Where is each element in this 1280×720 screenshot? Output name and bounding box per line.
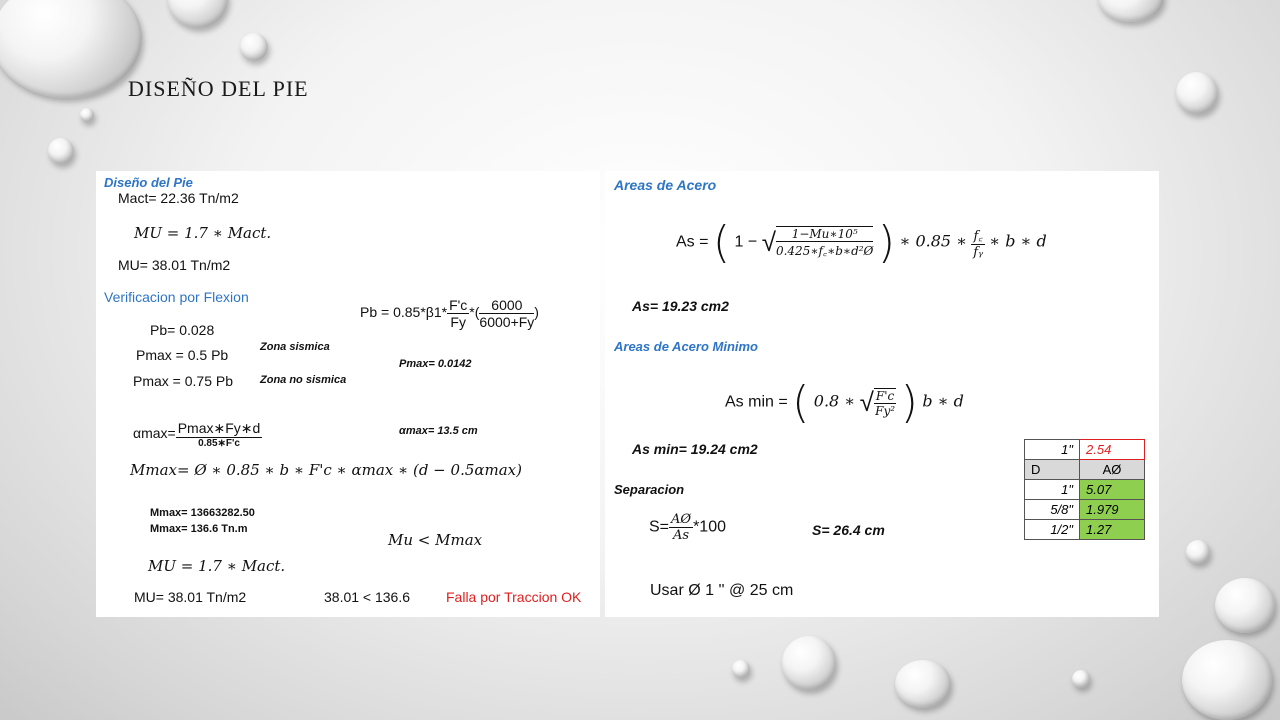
as-numerator: 1−Mu∗10⁵ [776, 227, 873, 242]
pb-6000: 6000 [479, 297, 534, 314]
table-cell: 1.27 [1080, 520, 1145, 540]
table-row [1025, 500, 1145, 520]
water-drop [1176, 72, 1218, 114]
section-areas-acero-minimo: Areas de Acero Minimo [614, 339, 759, 354]
s-prefix: S= [649, 518, 670, 536]
final-comparison: 38.01 < 136.6 [324, 589, 411, 605]
sqrt-sign: √ [761, 227, 776, 257]
paren-open: ( [712, 217, 731, 268]
s-formula [649, 512, 726, 543]
asmin-inner: 0.8 ∗ [813, 391, 856, 411]
water-drop [80, 108, 94, 122]
water-drop [168, 0, 228, 28]
paren-close: ) [877, 217, 896, 268]
pb-fraction-fc-fy [447, 297, 469, 330]
final-status: Falla por Traccion OK [446, 589, 582, 605]
final-mu-value: MU= 38.01 Tn/m2 [134, 589, 247, 605]
table-cell: 1/2" [1025, 520, 1080, 540]
as-prefix: As = [676, 233, 709, 251]
pb-fy: Fy [450, 314, 466, 330]
as-end: ∗ b ∗ d [989, 231, 1047, 251]
section-verificacion-flexion: Verificacion por Flexion [104, 289, 249, 305]
asmin-end: b ∗ d [922, 391, 964, 411]
asmin-denominator: Fy² [875, 403, 896, 418]
sqrt-sign-2: √ [859, 387, 874, 417]
left-panel [96, 171, 600, 617]
pb-prefix: Pb = 0.85*β1* [360, 304, 448, 321]
table-row [1025, 440, 1145, 460]
s-suffix: *100 [693, 518, 726, 536]
paren-close-2: ) [900, 377, 918, 428]
asmin-sqrt-fraction [874, 388, 896, 418]
asmin-prefix: As min = [725, 393, 788, 411]
mu-formula: MU = 1.7 ∗ Mact. [134, 224, 272, 242]
table-cell: 1" [1025, 440, 1080, 460]
as-one-minus: 1 − [734, 233, 758, 251]
pb-suffix: ) [534, 304, 539, 321]
as-fc-fy-fraction [971, 226, 984, 260]
table-cell: 5.07 [1080, 480, 1145, 500]
as-denominator: 0.425∗f꜀∗b∗d²Ø [775, 244, 874, 258]
bar-area-table [1024, 439, 1145, 540]
pb-formula [360, 297, 539, 330]
asmin-value: As min= 19.24 cm2 [632, 441, 758, 457]
asmin-numerator: F'c [875, 388, 895, 403]
pmax-three-quarters: Pmax = 0.75 Pb [133, 373, 234, 389]
amax-denominator: 0.85∗F'c [198, 438, 240, 449]
mact-value: Mact= 22.36 Tn/m2 [118, 190, 239, 206]
as-fy: fᵧ [973, 244, 983, 260]
mmax-value-tnm: Mmax= 136.6 Tn.m [150, 523, 248, 535]
s-fraction [669, 512, 693, 543]
water-drop [240, 33, 268, 61]
zona-no-sismica: Zona no sismica [260, 374, 347, 386]
pmax-value: Pmax= 0.0142 [399, 358, 472, 370]
right-panel [605, 171, 1159, 617]
table-header-cell: D [1025, 460, 1080, 480]
usar-line: Usar Ø 1 '' @ 25 cm [650, 582, 794, 599]
amax-formula [133, 420, 262, 449]
paren-open-2: ( [792, 377, 810, 428]
section-areas-de-acero: Areas de Acero [614, 177, 717, 193]
mu-formula-2: MU = 1.7 ∗ Mact. [148, 557, 286, 575]
table-cell: 1" [1025, 480, 1080, 500]
water-drop [732, 660, 750, 678]
mmax-formula: Mmax= Ø ∗ 0.85 ∗ b ∗ F'c ∗ αmax ∗ (d − 0.5αmax) [130, 461, 522, 479]
amax-numerator: Pmax∗Fy∗d [177, 420, 261, 436]
table-cell: 2.54 [1080, 440, 1145, 460]
pb-mid: *( [469, 304, 480, 321]
pmax-half: Pmax = 0.5 Pb [136, 347, 229, 363]
water-drop [0, 0, 142, 98]
water-drop [48, 138, 74, 164]
s-numerator: AØ [671, 512, 692, 527]
asmin-formula [725, 377, 964, 428]
pb-fraction-6000 [479, 297, 534, 330]
table-header-row [1025, 460, 1145, 480]
as-value: As= 19.23 cm2 [632, 298, 729, 314]
pb-fc: F'c [449, 297, 468, 313]
pb-6000-fy: 6000+Fy [479, 314, 535, 330]
water-drop [1215, 578, 1275, 633]
s-denominator: As [673, 528, 690, 543]
s-value: S= 26.4 cm [812, 522, 885, 538]
water-drop [895, 660, 951, 708]
as-tail: ∗ 0.85 ∗ [899, 231, 968, 251]
slide-title: DISEÑO DEL PIE [128, 76, 309, 101]
table-row [1025, 520, 1145, 540]
mu-value: MU= 38.01 Tn/m2 [118, 257, 231, 273]
water-drop [1186, 540, 1210, 564]
as-sqrt-fraction [776, 226, 873, 259]
water-drop [782, 636, 836, 690]
table-cell: 1.979 [1080, 500, 1145, 520]
amax-label: αmax= [133, 425, 176, 442]
mu-less-than-mmax: Mu < Mmax [388, 531, 483, 549]
water-drop [1182, 640, 1272, 720]
amax-fraction [176, 420, 263, 449]
table-header-cell: AØ [1080, 460, 1145, 480]
zona-sismica: Zona sismica [260, 341, 330, 353]
water-drop [1098, 0, 1164, 22]
mmax-value-raw: Mmax= 13663282.50 [150, 507, 255, 519]
amax-value: αmax= 13.5 cm [399, 425, 478, 437]
pb-value: Pb= 0.028 [150, 322, 215, 338]
section-separacion: Separacion [614, 482, 685, 497]
table-row [1025, 480, 1145, 500]
section-diseno-del-pie: Diseño del Pie [104, 175, 193, 190]
as-formula [676, 217, 1047, 268]
water-drop [1072, 670, 1090, 688]
table-cell: 5/8" [1025, 500, 1080, 520]
as-fc: f꜀ [971, 226, 984, 245]
